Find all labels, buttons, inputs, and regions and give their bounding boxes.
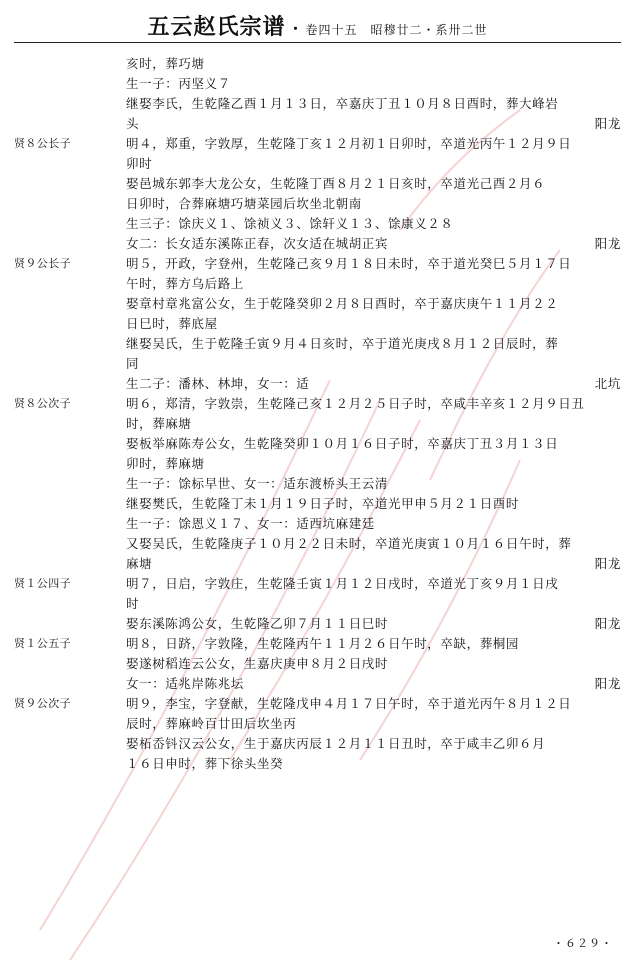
entry-text: 明５，开政，字登州，生乾隆己亥９月１８日未时，卒于道光癸巳５月１７日: [126, 256, 572, 271]
entry-text: 娶柘岙钭汉云公女，生于嘉庆丙辰１２月１１日丑时，卒于咸丰乙卯６月: [126, 736, 546, 751]
text-line: [0, 274, 635, 294]
text-line: [0, 214, 635, 234]
entry-text: 生一子：馀恩义１７、女一：适西坑麻建廷: [126, 516, 375, 531]
burial-place: 北坑: [594, 376, 621, 391]
text-line: [0, 754, 635, 774]
volume-subtitle: 卷四十五 昭穆廿二・系卅二世: [305, 23, 488, 37]
text-line: [0, 694, 635, 714]
text-line: [0, 254, 635, 274]
text-line: [0, 574, 635, 594]
entry-text: 生三子：馀庆义１、馀祯义３、馀轩义１３、馀康义２８: [126, 216, 454, 231]
entry-text: 时: [126, 596, 140, 611]
entry-text: 明８，日跻，字敦隆，生乾隆丙午１１月２６日午时，卒缺，葬桐园: [126, 636, 520, 651]
lineage-tag: 贤８公次子: [14, 397, 71, 410]
text-line: [0, 134, 635, 154]
lineage-tag: 贤９公长子: [14, 257, 71, 270]
text-line: [0, 314, 635, 334]
text-line: [0, 194, 635, 214]
text-line: [0, 514, 635, 534]
entry-text: 继娶李氏，生乾隆乙酉１月１３日，卒嘉庆丁丑１０月８日酉时，葬大峰岩: [126, 96, 559, 111]
page-header: [14, 10, 621, 43]
text-line: [0, 114, 635, 134]
text-line: [0, 394, 635, 414]
entry-text: 明７，日启，字敦庄，生乾隆壬寅１月１２日戌时，卒道光丁亥９月１日戌: [126, 576, 559, 591]
text-line: [0, 94, 635, 114]
entry-text: 又娶吴氏，生乾隆庚子１０月２２日未时，卒道光庚寅１０月１６日午时，葬: [126, 536, 572, 551]
entry-text: １６日申时，葬下徐头坐癸: [126, 756, 284, 771]
text-line: [0, 74, 635, 94]
text-line: [0, 154, 635, 174]
text-line: [0, 354, 635, 374]
text-line: [0, 734, 635, 754]
entry-text: 继娶吴氏，生于乾隆壬寅９月４日亥时，卒于道光庚戌８月１２日辰时，葬: [126, 336, 559, 351]
entry-text: 明９，李宝，字登献，生乾隆戊申４月１７日午时，卒于道光丙午８月１２日: [126, 696, 572, 711]
entry-text: 娶章村章兆富公女，生于乾隆癸卯２月８日酉时，卒于嘉庆庚午１１月２２: [126, 296, 559, 311]
text-line: [0, 714, 635, 734]
entry-text: 娶东溪陈鸿公女，生乾隆乙卯７月１１日巳时: [126, 616, 389, 631]
text-line: [0, 414, 635, 434]
entry-text: 女一：适兆岸陈兆坛: [126, 676, 244, 691]
lineage-tag: 贤８公长子: [14, 137, 71, 150]
text-line: [0, 454, 635, 474]
burial-place: 阳龙: [594, 556, 621, 571]
page-number: ・６２９・: [553, 937, 613, 950]
entry-text: 同: [126, 356, 140, 371]
text-line: [0, 374, 635, 394]
text-line: [0, 334, 635, 354]
text-line: [0, 294, 635, 314]
text-line: [0, 654, 635, 674]
burial-place: 阳龙: [594, 116, 621, 131]
lineage-tag: 贤１公五子: [14, 637, 71, 650]
entry-text: 生一子：丙坚义７: [126, 76, 231, 91]
entry-text: 日卯时，合葬麻塘巧塘菜园后坎坐北朝南: [126, 196, 362, 211]
text-line: [0, 534, 635, 554]
text-line: [0, 54, 635, 74]
entry-text: 亥时，葬巧塘: [126, 56, 205, 71]
entry-text: 麻塘: [126, 556, 153, 571]
entry-text: 明４，郑重，字敦厚，生乾隆丁亥１２月初１日卯时，卒道光丙午１２月９日: [126, 136, 572, 151]
burial-place: 阳龙: [594, 616, 621, 631]
entry-text: 娶遂树稻连云公女，生嘉庆庚申８月２日戌时: [126, 656, 389, 671]
title-separator: ・: [288, 22, 303, 38]
genealogy-body: [0, 54, 635, 774]
entry-text: 明６，郑清，字敦崇，生乾隆己亥１２月２５日子时，卒咸丰辛亥１２月９日丑: [126, 396, 585, 411]
text-line: [0, 554, 635, 574]
text-line: [0, 594, 635, 614]
entry-text: 生二子：潘林、林坤，女一：适: [126, 376, 310, 391]
text-line: [0, 434, 635, 454]
entry-text: 卯时，葬麻塘: [126, 456, 205, 471]
entry-text: 时，葬麻塘: [126, 416, 192, 431]
entry-text: 头: [126, 116, 140, 131]
book-title: 五云赵氏宗谱: [147, 14, 286, 40]
entry-text: 辰时，葬麻岭百廿田后坎坐丙: [126, 716, 297, 731]
text-line: [0, 674, 635, 694]
entry-text: 继娶樊氏，生乾隆丁未１月１９日子时，卒道光甲申５月２１日酉时: [126, 496, 520, 511]
text-line: [0, 234, 635, 254]
lineage-tag: 贤９公次子: [14, 697, 71, 710]
text-line: [0, 614, 635, 634]
entry-text: 午时，葬方乌后路上: [126, 276, 244, 291]
text-line: [0, 174, 635, 194]
burial-place: 阳龙: [594, 676, 621, 691]
entry-text: 日巳时，葬底屋: [126, 316, 218, 331]
entry-text: 女二：长女适东溪陈正春，次女适在城胡正宾: [126, 236, 389, 251]
text-line: [0, 474, 635, 494]
entry-text: 卯时: [126, 156, 153, 171]
text-line: [0, 634, 635, 654]
entry-text: 生一子：馀标早世、女一：适东渡桥头王云清: [126, 476, 389, 491]
text-line: [0, 494, 635, 514]
entry-text: 娶邑城东郭李大龙公女，生乾隆丁酉８月２１日亥时，卒道光己酉２月６: [126, 176, 546, 191]
burial-place: 阳龙: [594, 236, 621, 251]
entry-text: 娶板举麻陈寿公女，生乾隆癸卯１０月１６日子时，卒嘉庆丁丑３月１３日: [126, 436, 559, 451]
lineage-tag: 贤１公四子: [14, 577, 71, 590]
